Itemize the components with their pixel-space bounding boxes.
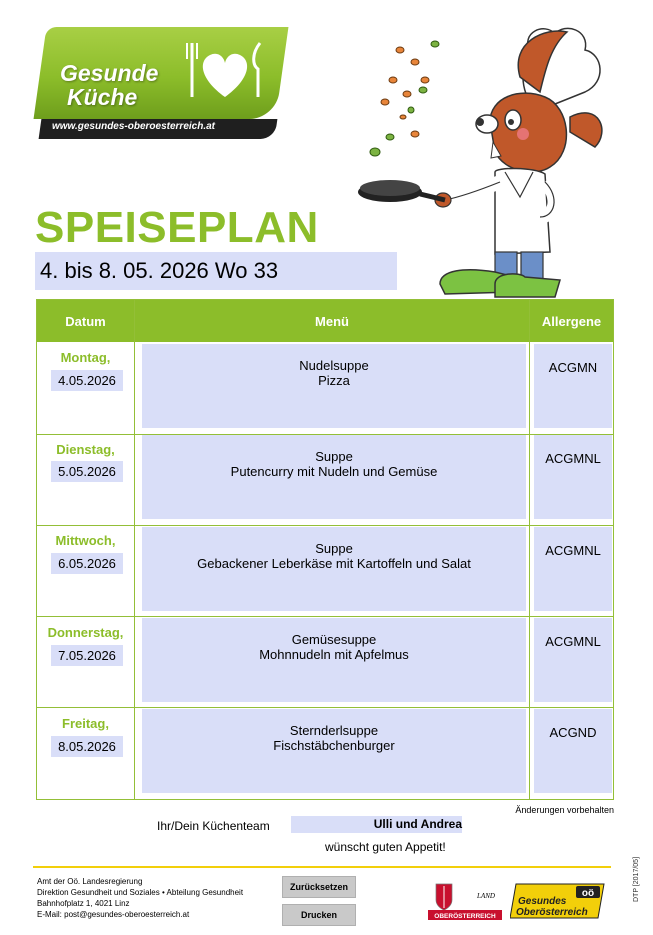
menu-line-1: Nudelsuppe xyxy=(299,358,369,373)
allergens-field[interactable]: ACGMN xyxy=(534,344,612,428)
allergens-field[interactable]: ACGMNL xyxy=(534,618,612,702)
header-menu: Menü xyxy=(135,300,529,342)
team-names-field[interactable]: Ulli und Andrea xyxy=(291,816,462,833)
logo-line-2: Küche xyxy=(67,84,138,110)
go-line-1: Gesundes xyxy=(518,896,567,907)
date-field[interactable]: 7.05.2026 xyxy=(51,645,123,666)
menu-table xyxy=(36,299,614,800)
appetit-text: wünscht guten Appetit! xyxy=(325,840,446,854)
menu-line-2: Putencurry mit Nudeln und Gemüse xyxy=(230,464,438,479)
gesunde-kueche-logo xyxy=(40,27,282,140)
menu-line-2: Pizza xyxy=(318,373,350,388)
date-field[interactable]: 5.05.2026 xyxy=(51,461,123,482)
menu-field[interactable] xyxy=(142,435,526,519)
logo-url: www.gesundes-oberoesterreich.at xyxy=(52,121,216,132)
print-button[interactable]: Drucken xyxy=(282,904,356,926)
week-field[interactable]: 4. bis 8. 05. 2026 Wo 33 xyxy=(35,252,397,290)
reset-button[interactable]: Zurücksetzen xyxy=(282,876,356,898)
row-divider xyxy=(37,525,613,526)
day-label: Freitag, xyxy=(62,716,109,731)
gesundes-oberoesterreich-logo xyxy=(510,882,606,920)
heart-cutlery-icon xyxy=(180,35,270,107)
menu-field[interactable] xyxy=(142,618,526,702)
menu-field[interactable] xyxy=(142,527,526,611)
column-divider xyxy=(529,300,530,799)
date-field[interactable]: 4.05.2026 xyxy=(51,370,123,391)
menu-line-2: Mohnnudeln mit Apfelmus xyxy=(259,647,409,662)
day-label: Mittwoch, xyxy=(55,533,116,548)
day-label: Donnerstag, xyxy=(47,625,124,640)
date-field[interactable]: 8.05.2026 xyxy=(51,736,123,757)
address-line: Bahnhofplatz 1, 4021 Linz xyxy=(37,899,130,908)
team-label: Ihr/Dein Küchenteam xyxy=(157,819,270,833)
day-label: Dienstag, xyxy=(56,442,115,457)
menu-field[interactable] xyxy=(142,344,526,428)
land-oberoesterreich-logo xyxy=(428,880,502,920)
allergens-field[interactable]: ACGMNL xyxy=(534,435,612,519)
column-divider xyxy=(134,300,135,799)
go-line-2: Oberösterreich xyxy=(516,907,588,918)
menu-field[interactable] xyxy=(142,709,526,793)
address-block xyxy=(37,876,243,920)
land-text: LAND xyxy=(477,892,495,900)
row-divider xyxy=(37,707,613,708)
menu-line-2: Fischstäbchenburger xyxy=(273,738,395,753)
menu-line-2: Gebackener Leberkäse mit Kartoffeln und Salat xyxy=(197,556,471,571)
row-divider xyxy=(37,616,613,617)
go-badge-text: oö xyxy=(581,888,595,899)
dtp-code: DTP [2017/05] xyxy=(633,856,640,902)
address-line: E-Mail: post@gesundes-oberoesterreich.at xyxy=(37,910,190,919)
header-date: Datum xyxy=(37,300,134,342)
land-name-text: OBERÖSTERREICH xyxy=(434,913,496,920)
menu-line-1: Suppe xyxy=(315,449,353,464)
footer-divider xyxy=(33,866,611,868)
day-label: Montag, xyxy=(60,350,111,365)
menu-line-1: Sternderlsuppe xyxy=(289,723,379,738)
page-title: SPEISEPLAN xyxy=(35,203,319,252)
allergens-field[interactable]: ACGND xyxy=(534,709,612,793)
date-field[interactable]: 6.05.2026 xyxy=(51,553,123,574)
logo-line-1: Gesunde xyxy=(60,60,159,86)
address-line: Direktion Gesundheit und Soziales • Abteilung Gesundheit xyxy=(37,888,244,897)
header-allergens: Allergene xyxy=(530,300,613,342)
allergens-field[interactable]: ACGMNL xyxy=(534,527,612,611)
menu-line-1: Gemüsesuppe xyxy=(291,632,377,647)
menu-line-1: Suppe xyxy=(315,541,353,556)
address-line: Amt der Oö. Landesregierung xyxy=(37,877,143,886)
changes-note: Änderungen vorbehalten xyxy=(515,805,614,815)
